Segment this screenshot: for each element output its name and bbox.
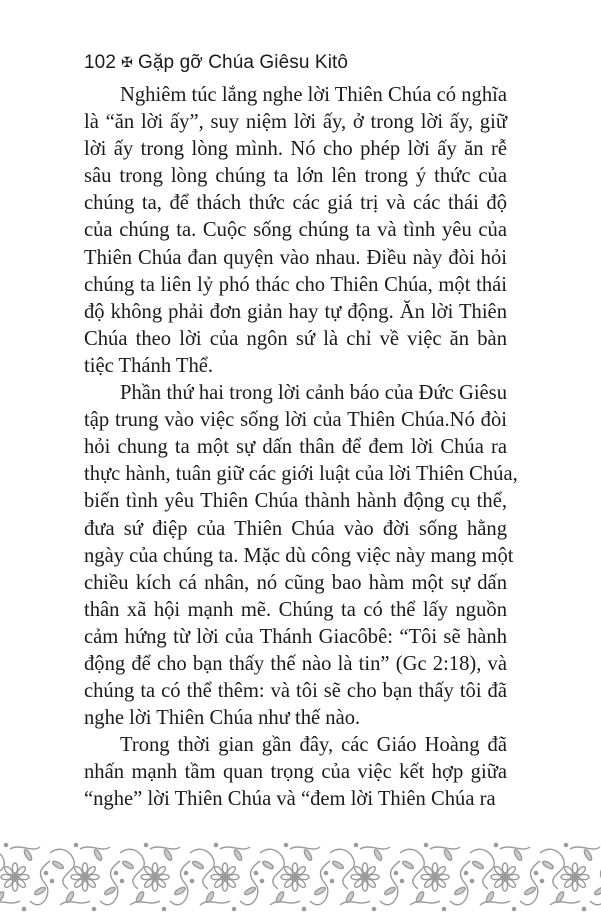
text-line: chúng ta, để thách thức các giá trị và các thái độ <box>84 192 507 215</box>
page-bottom-margin <box>0 913 601 923</box>
text-line: tiệc Thánh Thể. <box>84 354 214 377</box>
text-line: Thiên Chúa đan quyện vào nhau. Điều này đòi hỏi <box>84 246 507 269</box>
body-text <box>84 82 518 814</box>
text-line: Trong thời gian gần đây, các Giáo Hoàng đã <box>120 734 507 757</box>
running-header <box>84 51 348 75</box>
text-line: thân xã hội mạnh mẽ. Chúng ta có thể lấy nguồn <box>84 598 507 621</box>
text-line: “nghe” lời Thiên Chúa và “đem lời Thiên Chúa ra <box>84 788 496 811</box>
text-line: hỏi chung ta một sự dấn thân để đem lời Chúa ra <box>84 436 507 459</box>
text-line: biến tình yêu Thiên Chúa thành hành động cụ thể, <box>84 490 507 513</box>
text-line: nhấn mạnh tầm quan trọng của việc kết hợp giữa <box>84 761 507 784</box>
floral-border-icon <box>0 841 601 913</box>
text-line: lời ấy trong lòng mình. Nó cho phép lời ấy ăn rễ <box>84 138 507 161</box>
text-line: Nghiêm túc lắng nghe lời Thiên Chúa có nghĩa <box>120 84 507 106</box>
text-line: chúng ta liên lỷ phó thác cho Thiên Chúa, một thái <box>84 273 507 296</box>
paragraph <box>84 380 518 732</box>
text-line: nghe lời Thiên Chúa như thế nào. <box>84 707 361 730</box>
text-line: đưa sứ điệp của Thiên Chúa vào đời sống hằng <box>84 517 507 540</box>
paragraph <box>84 82 507 380</box>
text-line: ngày của chúng ta. Mặc dù công việc này mang một <box>84 544 514 567</box>
paragraph <box>84 732 507 813</box>
text-line: Chúa theo lời của ngôn sứ là chỉ về việc ăn bàn <box>84 327 507 350</box>
text-line: tập trung vào việc sống lời của Thiên Chúa.Nó đòi <box>84 409 507 432</box>
text-line: thực hành, tuân giữ các giới luật của lời Thiên Chúa, <box>84 463 518 486</box>
text-line: động để cho bạn thấy thế nào là tin” (Gc 2:18), và <box>84 652 507 675</box>
text-line: Phần thứ hai trong lời cảnh báo của Đức Giêsu <box>120 382 507 405</box>
text-line: sâu trong lòng chúng ta lớn lên trong ý thức của <box>84 165 507 188</box>
page-number: 102 <box>84 52 117 73</box>
text-line: chiều kích cá nhân, nó cũng bao hàm một sự dấn <box>84 571 507 594</box>
text-line: của chúng ta. Cuộc sống chúng ta và tình yêu của <box>84 219 507 242</box>
text-line: cảm hứng từ lời của Thánh Giacôbê: “Tôi sẽ hành <box>84 625 507 648</box>
text-line: chúng ta có thể thêm: và tôi sẽ cho bạn thấy tôi đã <box>84 680 507 703</box>
running-title: Gặp gỡ Chúa Giêsu Kitô <box>138 52 349 73</box>
cross-ornament-icon: ✠ <box>121 54 133 70</box>
text-line: là “ăn lời ấy”, suy niệm lời ấy, ở trong lời ấy, giữ <box>84 111 507 134</box>
text-line: độ không phải đơn giản hay tự động. Ăn lời Thiên <box>84 300 507 323</box>
